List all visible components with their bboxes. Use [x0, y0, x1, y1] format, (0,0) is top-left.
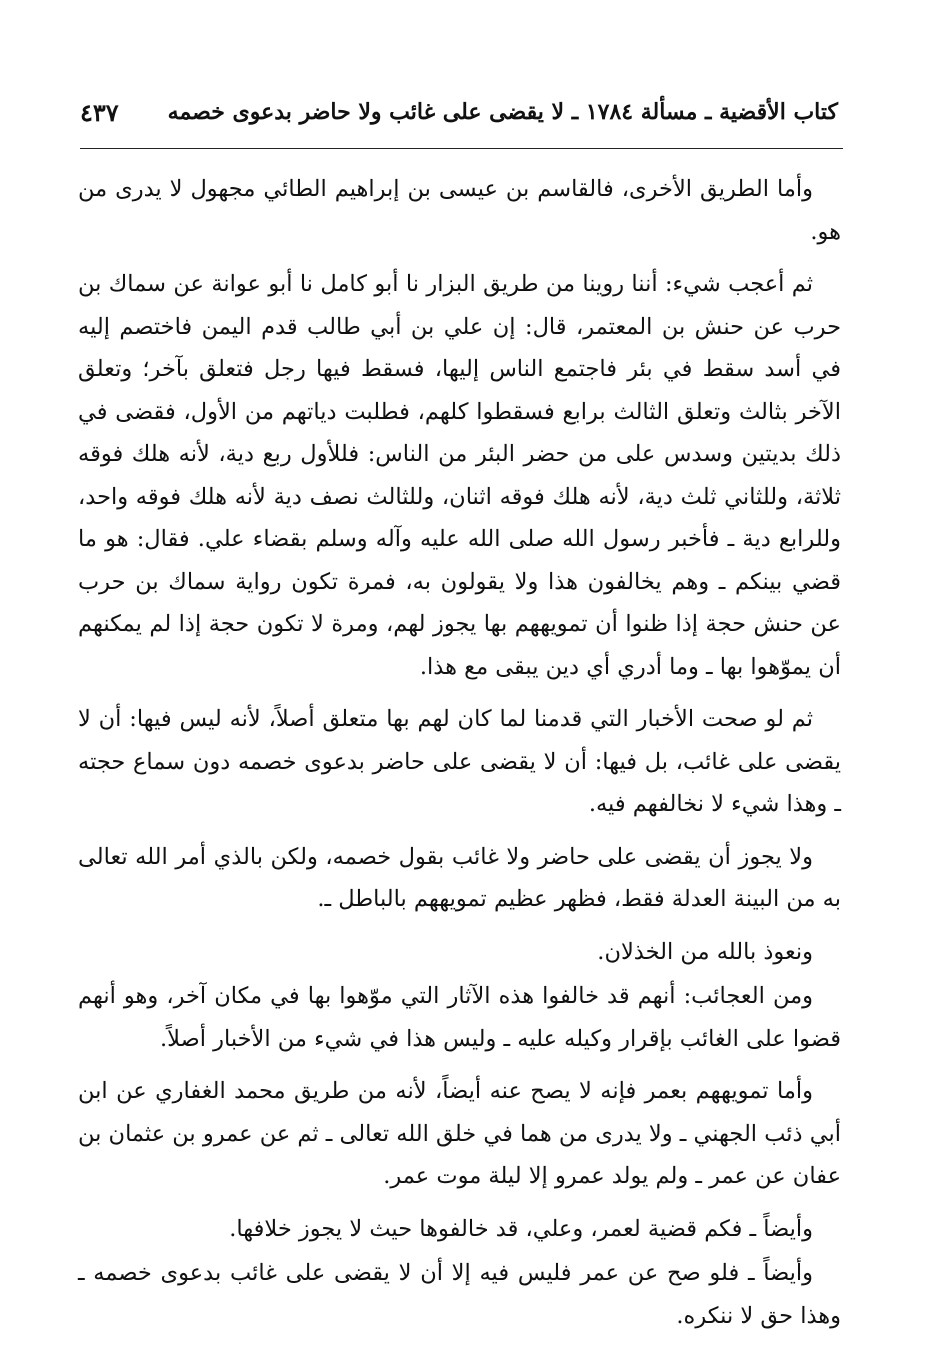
- paragraph-6: ومن العجائب: أنهم قد خالفوا هذه الآثار التي موّهوا بها في مكان آخر، وهو أنهم قضوا على الغائب بإقرار وكيله عليه ـ وليس هذا في شيء من الأخبار أصلاً.: [78, 983, 841, 1052]
- header-divider: [80, 148, 843, 149]
- paragraph-4: ولا يجوز أن يقضى على حاضر ولا غائب بقول خصمه، ولكن بالذي أمر الله تعالى به من البينة العدلة فقط، فظهر عظيم تمويههم بالباطل ـ.: [78, 843, 841, 912]
- main-text: [78, 168, 841, 1347]
- paragraph-7: وأما تمويههم بعمر فإنه لا يصح عنه أيضاً، لأنه من طريق محمد الغفاري عن ابن أبي ذئب الجهني ـ ولا يدرى من هما في خلق الله تعالى ـ ثم عن عمرو بن عثمان بن عفان عن عمر ـ ولم يولد عمرو إلا ليلة موت عمر.: [78, 1078, 841, 1189]
- paragraph-3: ثم لو صحت الأخبار التي قدمنا لما كان لهم بها متعلق أصلاً، لأنه ليس فيها: أن لا يقضى على غائب، بل فيها: أن لا يقضى على حاضر بدعوى خصمه دون سماع حجته ـ وهذا شيء لا نخالفهم فيه.: [78, 706, 841, 817]
- paragraph-2: ثم أعجب شيء: أننا روينا من طريق البزار نا أبو كامل نا أبو عوانة عن سماك بن حرب عن حنش بن المعتمر، قال: إن علي بن أبي طالب قدم اليمن فاختصم إليه في أسد سقط في بئر فاجتمع الناس إليها، فسقط فيها رجل فتعلق بآخر؛ وتعلق الآخر بثالث وتعلق الثالث برابع فسقطوا كلهم، فطلبت دياتهم من الأول، فقضى في ذلك بديتين وسدس على من حضر البئر من الناس: فللأول ربع دية، لأنه هلك فوقه ثلاثة، وللثاني ثلث دية، لأنه هلك فوقه اثنان، وللثالث نصف دية لأنه هلك فوقه واحد، وللرابع دية ـ فأخبر رسول الله صلى الله عليه وآله وسلم بقضاء علي. فقال: هو ما قضي بينكم ـ وهم يخالفون هذا ولا يقولون به، فمرة تكون رواية سماك بن حرب عن حنش حجة إذا ظنوا أن تمويههم بها يجوز لهم، ومرة لا تكون حجة إذا لم يمكنهم أن يموّهوا بها ـ وما أدري أي دين يبقى مع هذا.: [78, 271, 841, 680]
- paragraph-9: وأيضاً ـ فلو صح عن عمر فليس فيه إلا أن لا يقضى على غائب بدعوى خصمه ـ وهذا حق لا ننكره.: [78, 1260, 841, 1329]
- page-number: ٤٣٧: [80, 97, 119, 127]
- paragraph-1: وأما الطريق الأخرى، فالقاسم بن عيسى بن إبراهيم الطائي مجهول لا يدرى من هو.: [78, 176, 841, 245]
- running-header: [80, 92, 838, 132]
- paragraph-5: ونعوذ بالله من الخذلان.: [597, 938, 813, 965]
- header-title: كتاب الأقضية ـ مسألة ١٧٨٤ ـ لا يقضى على غائب ولا حاضر بدعوى خصمه: [167, 99, 838, 125]
- paragraph-8: وأيضاً ـ فكم قضية لعمر، وعلي، قد خالفوها حيث لا يجوز خلافها.: [229, 1215, 813, 1242]
